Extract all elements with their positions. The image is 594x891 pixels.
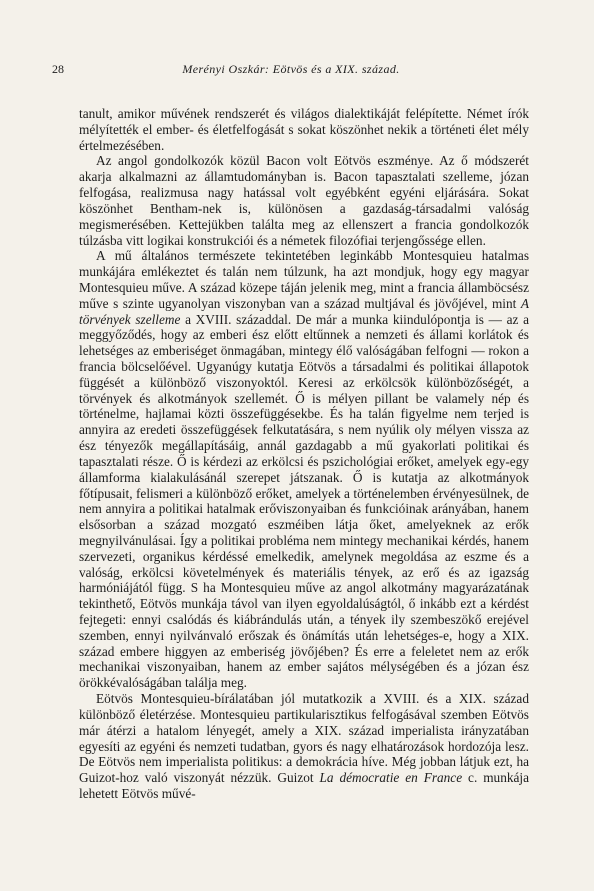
work-title-italic: La démocratie en France [319, 770, 463, 786]
paragraph-text-part: Eötvös Montesquieu-bírálatában jól mutatkozik a XVIII. és a XIX. század különböző életérzése. Montesquieu partikularisztikus felfogásával szemben Eötvös már átérzi a hatalom lényegét, amely a XIX. század imperialista irányzatában egyesíti az egyéni és nemzeti tudatban, gyors és nagy elhatározások hordozója lesz. De Eötvös nem imperialista politikus: a demokrácia híve. Még jobban látjuk ezt, ha Guizot-hoz való viszonyát nézzük. Guizot [79, 691, 529, 786]
running-head: Merényi Oszkár: Eötvös és a XIX. század. [182, 62, 400, 76]
paragraph-continuation: tanult, amikor művének rendszerét és világos dialektikáját felépítette. Német írók mélyítették el ember- és életfelfogását s sokat köszönhet nekik a történeti élet mély értelmezésében. [79, 106, 529, 153]
paragraph-montesquieu-critique [79, 691, 529, 802]
page-header [52, 61, 530, 77]
work-title-italic: A törvények szelleme [79, 295, 529, 327]
page-number: 28 [52, 62, 64, 76]
paragraph-bacon: Az angol gondolkozók közül Bacon volt Eötvös eszménye. Az ő módszerét akarja alkalmazni az államtudományban is. Bacon tapasztalati szelleme, józan felfogása, realizmusa nagy hatással volt egyébként egyéni eljárására. Sokat köszönhet Bentham-nek is, különösen a gazdaság-társadalmi valóság megismerésében. Kettejükben találta meg az ellenszert a francia gondolkozók túlzásba vitt logikai konstrukciói és a németek filozófiai terjengőssége ellen. [79, 153, 529, 248]
paragraph-montesquieu [79, 248, 529, 691]
paragraph-text-part: a XVIII. századdal. De már a munka kiindulópontja is — az a meggyőződés, hogy az emberi ész előtt eltűnnek a nemzeti és állami korlátok és lehetséges az emberiséget önmagában, mintegy élő valóságában felfogni — rokon a francia bölcselőével. Ugyanúgy kutatja Eötvös a társadalmi és politikai állapotok függését a különböző viszonyoktól. Keresi az erkölcsök különbözőségét, a törvények és alkotmányok szellemét. Ő is mélyen pillant be valamely nép és történelme, hajlamai közti összefüggésekbe. És ha talán figyelme nem terjed is annyira az eredeti összefüggések felkutatására, s nem nyúlik oly mélyen vissza az ész tényezők megállapításáig, annál gazdagabb a mű gyakorlati politikai és tapasztalati része. Ő is kérdezi az erkölcsi és pszichológiai erőket, amelyek egy-egy államforma kialakulásánál szerepet játszanak. Ő is kutatja az alkotmányok főtípusait, felismeri a különböző erőket, amelyek a történelemben érvényesülnek, de nem annyira a politikai hatalmak erőviszonyaiban és funkcióinak arányában, hanem elsősorban a század mozgató eszméiben látja őket, amelyeknek az erők megnyilvánulásai. Így a politikai probléma nem mintegy mechanikai kérdés, hanem szervezeti, organikus kérdéssé emelkedik, amelynek megoldása az eszme és a valóság, erkölcsi követelmények és materiális tények, az erő és az igazság harmóniájától függ. S ha Montesquieu műve az angol alkotmány magyarázatának tekinthető, Eötvös munkája távol van ilyen egyoldalúságtól, ő inkább ezt a kérdést fejtegeti: ennyi csalódás és kiábrándulás után, a tények ily szembeszökő erejével szemben, ennyi nyilvánvaló erőszak és önámítás után lehetséges-e, hogy a XIX. század embere higgyen az emberiség jövőjében? És erre a feleletet nem az erők mechanikai viszonyaiban, hanem az ember sajátos mélységében és a józan ész örökkévalóságában találja meg. [79, 311, 529, 691]
paragraph-text-part: A mű általános természete tekintetében leginkább Montesquieu hatalmas munkájára emlékeztet és talán nem túlzunk, ha azt mondjuk, hogy egy magyar Montesquieu műve. A század közepe táján jelenik meg, mint a francia államböcsész műve s szinte ugyanolyan viszonyban van a század multjával és jövőjével, mint [79, 248, 529, 311]
body-text [79, 106, 529, 802]
paragraph-text-part: c. munkája lehetett Eötvös művé- [79, 770, 529, 801]
